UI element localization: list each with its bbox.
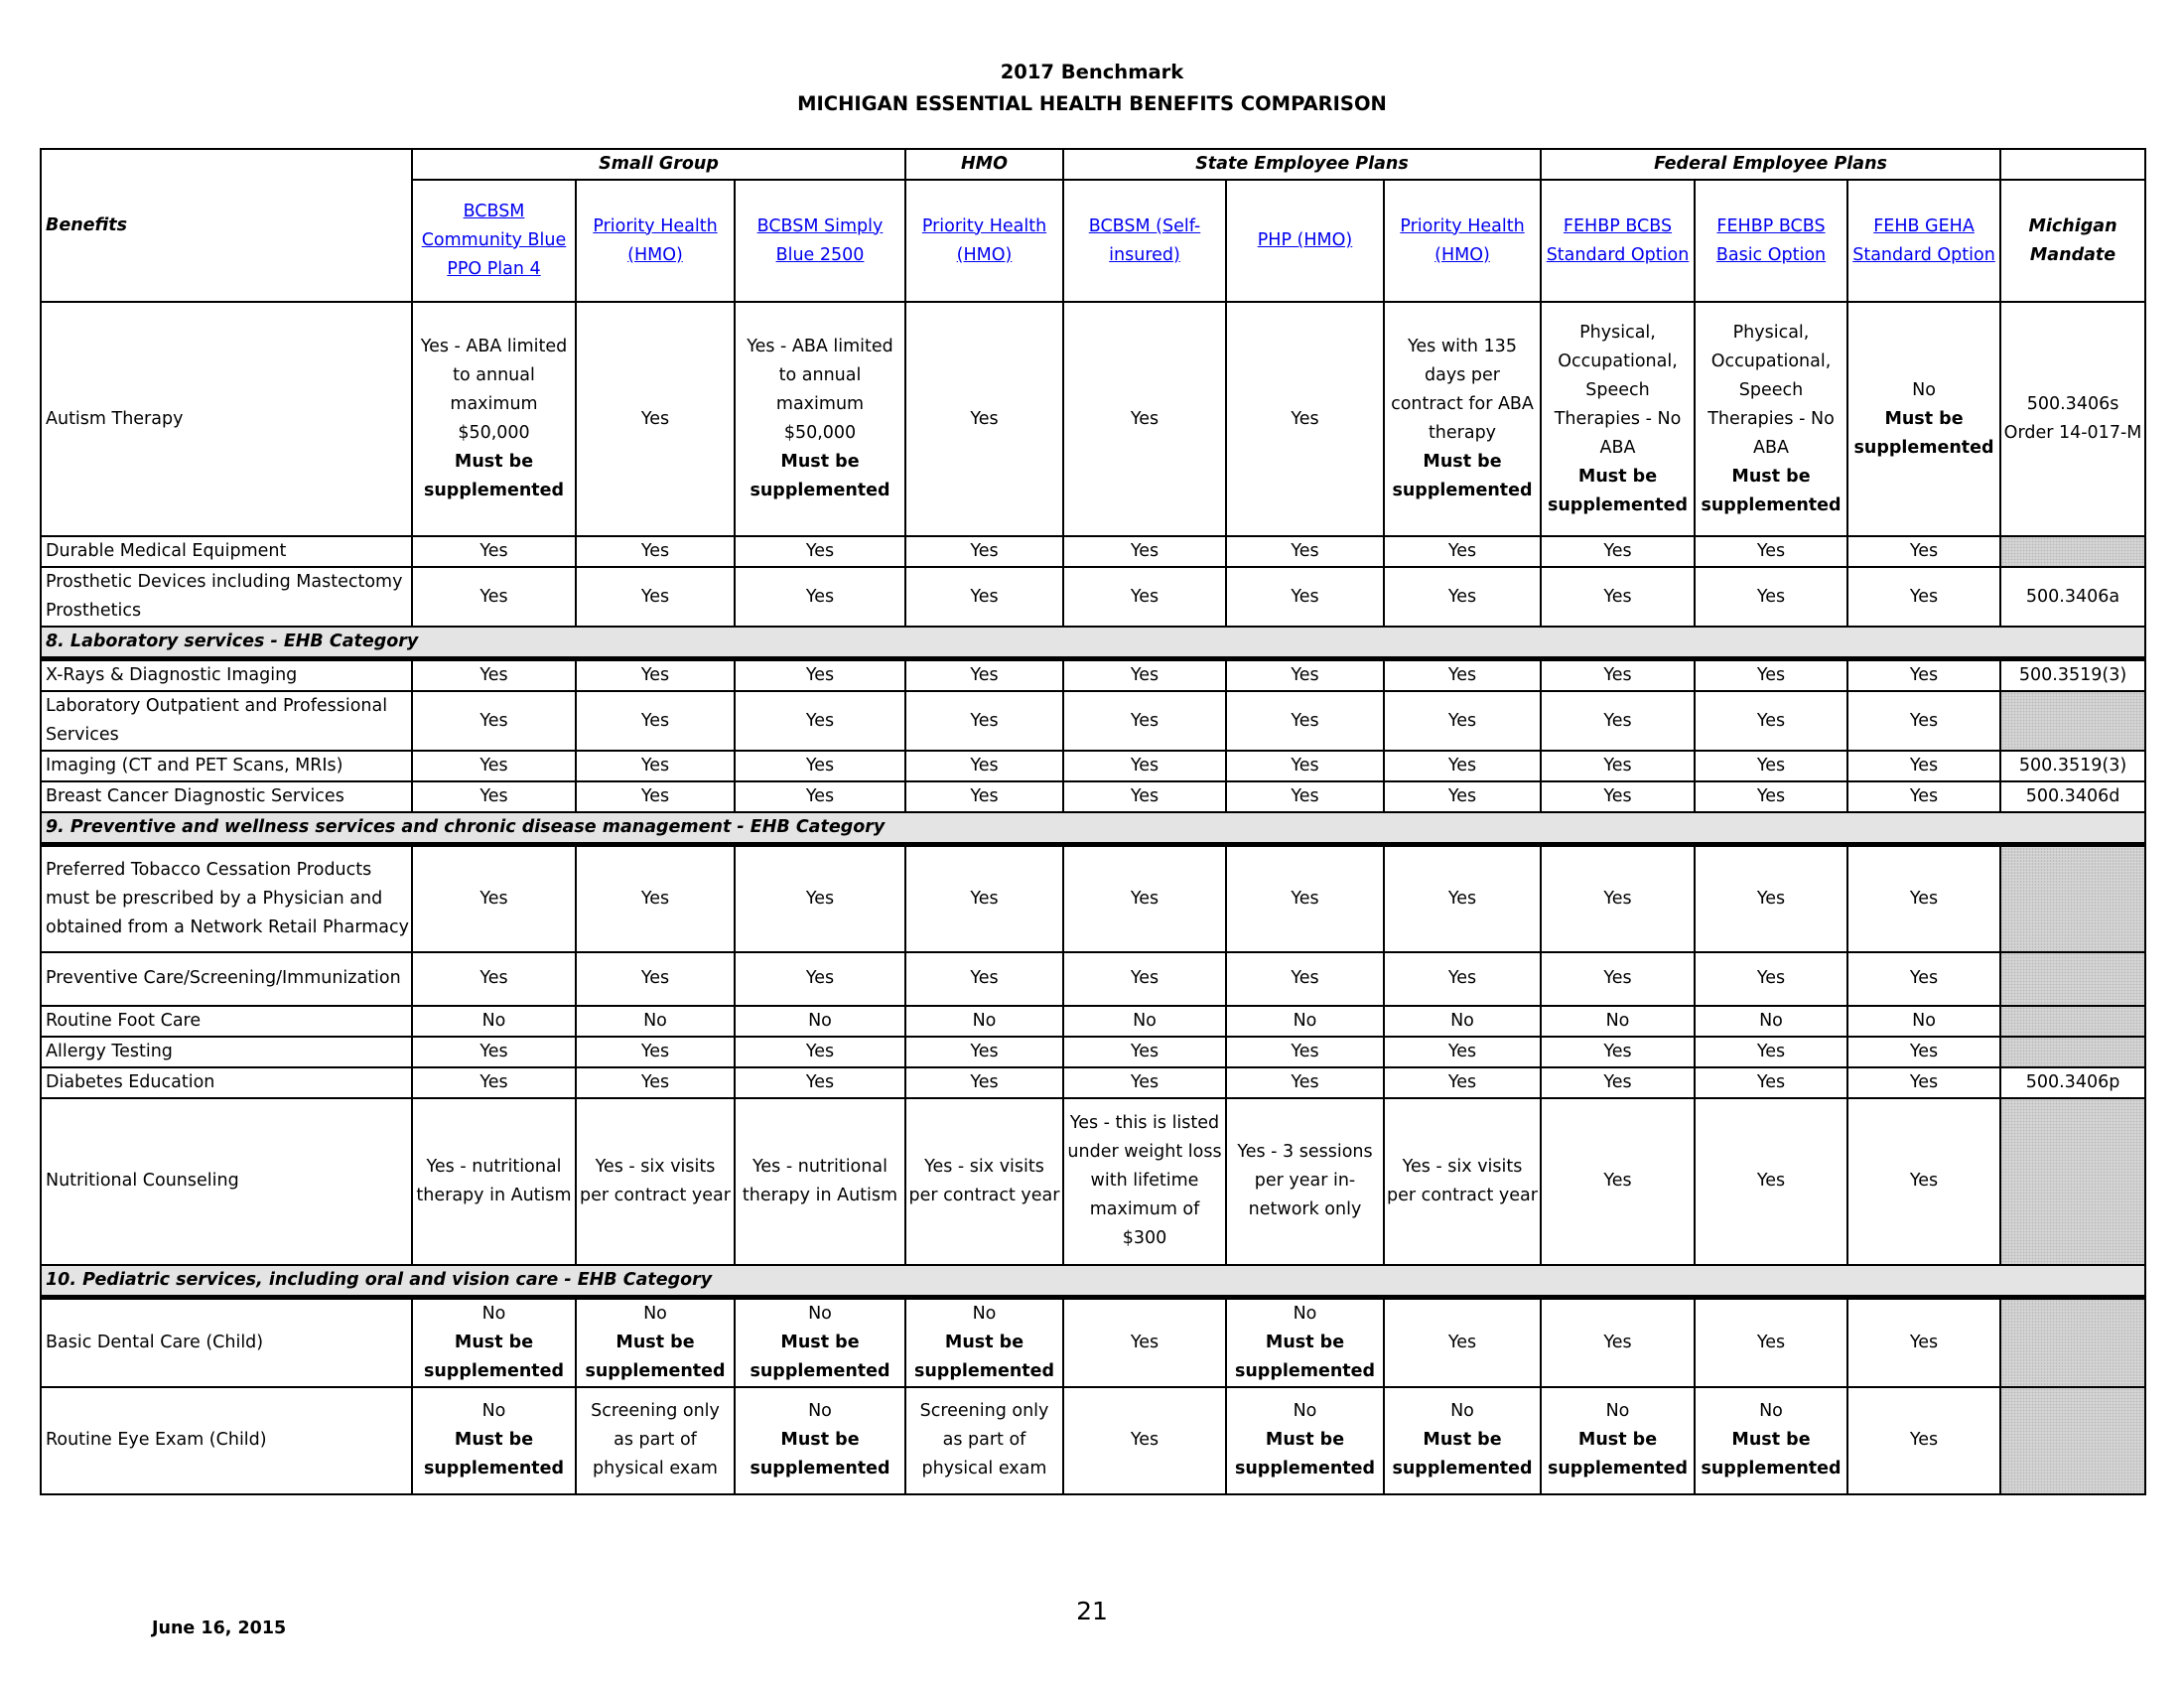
- mandate-cell: [2000, 536, 2145, 567]
- cell-text: No: [1912, 379, 1936, 400]
- table-cell: Yes: [735, 659, 905, 692]
- cell-text: Physical, Occupational, Speech Therapies - No ABA: [1554, 322, 1682, 458]
- plan-link[interactable]: Priority Health (HMO): [593, 215, 718, 265]
- table-cell: No: [412, 1006, 576, 1037]
- table-cell: Yes: [1226, 567, 1384, 627]
- table-cell: Yes: [1695, 691, 1847, 751]
- mandate-cell: [2000, 302, 2145, 536]
- section-header-row: [41, 627, 2145, 659]
- table-cell: [412, 1387, 576, 1494]
- plan-header: [1695, 180, 1847, 302]
- table-cell: [1384, 302, 1541, 536]
- table-cell: Yes: [905, 536, 1063, 567]
- cell-note: Must be supplemented: [1234, 1332, 1376, 1381]
- table-cell: Yes: [1695, 1098, 1847, 1265]
- table-cell: Yes: [735, 567, 905, 627]
- cell-text: No: [1759, 1401, 1783, 1421]
- table-cell: Yes: [905, 781, 1063, 812]
- cell-text: No: [481, 1401, 506, 1421]
- table-cell: Yes: [1063, 1037, 1226, 1067]
- table-row-nutritional-counseling: [41, 1098, 2145, 1265]
- table-cell: Yes: [735, 845, 905, 952]
- table-cell: Yes: [905, 1067, 1063, 1098]
- plan-link[interactable]: BCBSM Simply Blue 2500: [756, 215, 884, 265]
- plan-header: [1226, 180, 1384, 302]
- table-cell: Yes: [905, 845, 1063, 952]
- table-cell: [735, 302, 905, 536]
- table-cell: Yes: [412, 781, 576, 812]
- table-cell: Yes: [1847, 536, 2000, 567]
- table-cell: Yes: [1226, 751, 1384, 781]
- table-cell: Yes: [1847, 659, 2000, 692]
- table-cell: Yes - 3 sessions per year in-network only: [1226, 1098, 1384, 1265]
- section-header-preventive: 9. Preventive and wellness services and chronic disease management - EHB Category: [41, 812, 2145, 845]
- table-row-breast-cancer-diagnostic: [41, 781, 2145, 812]
- table-cell: Yes: [412, 691, 576, 751]
- footer-date: June 16, 2015: [152, 1618, 287, 1638]
- table-cell: Yes: [1384, 536, 1541, 567]
- table-cell: Screening only as part of physical exam: [576, 1387, 735, 1494]
- plan-link[interactable]: FEHB GEHA Standard Option: [1852, 215, 1995, 265]
- table-cell: Yes: [735, 952, 905, 1006]
- benefit-label: X-Rays & Diagnostic Imaging: [41, 659, 412, 692]
- table-cell: Yes: [1847, 952, 2000, 1006]
- table-row-autism-therapy: [41, 302, 2145, 536]
- table-cell: Yes: [1226, 302, 1384, 536]
- table-cell: Yes: [735, 536, 905, 567]
- table-cell: Yes: [1384, 659, 1541, 692]
- table-cell: [412, 1297, 576, 1387]
- document-subtitle: MICHIGAN ESSENTIAL HEALTH BENEFITS COMPARISON: [797, 92, 1387, 115]
- table-cell: [1226, 1387, 1384, 1494]
- table-cell: [735, 1387, 905, 1494]
- cell-note: Must be supplemented: [423, 1332, 565, 1381]
- benefit-label: Routine Eye Exam (Child): [41, 1387, 412, 1494]
- table-row-routine-eye-exam: [41, 1387, 2145, 1494]
- cell-note: Must be supplemented: [1701, 466, 1842, 515]
- cell-note: Must be supplemented: [423, 452, 565, 500]
- table-cell: Yes: [576, 1037, 735, 1067]
- table-cell: Yes: [1847, 781, 2000, 812]
- cell-text: No: [1293, 1401, 1317, 1421]
- table-cell: Screening only as part of physical exam: [905, 1387, 1063, 1494]
- table-cell: No: [1384, 1006, 1541, 1037]
- table-cell: Yes: [412, 1067, 576, 1098]
- table-cell: Yes: [1384, 845, 1541, 952]
- table-cell: Yes: [1384, 567, 1541, 627]
- table-row-durable-medical-equipment: [41, 536, 2145, 567]
- table-cell: Yes: [1384, 1067, 1541, 1098]
- table-cell: Yes: [1541, 691, 1695, 751]
- table-cell: Yes: [1541, 845, 1695, 952]
- plan-header: [1541, 180, 1695, 302]
- mandate-cell: [2000, 1006, 2145, 1037]
- benefit-label: Nutritional Counseling: [41, 1098, 412, 1265]
- benefit-label: Routine Foot Care: [41, 1006, 412, 1037]
- page-number: 21: [1076, 1597, 1108, 1625]
- table-row-preventive-care: [41, 952, 2145, 1006]
- table-cell: Yes: [1541, 1067, 1695, 1098]
- michigan-mandate-header: Michigan Mandate: [2000, 180, 2145, 302]
- group-hmo: HMO: [905, 149, 1063, 180]
- table-cell: Yes: [576, 567, 735, 627]
- table-cell: Yes: [1063, 691, 1226, 751]
- table-cell: Yes: [1541, 781, 1695, 812]
- table-cell: Yes: [1847, 845, 2000, 952]
- group-empty: [2000, 149, 2145, 180]
- table-cell: Yes: [1847, 1037, 2000, 1067]
- cell-text: Yes - ABA limited to annual maximum $50,000: [420, 337, 568, 443]
- table-cell: Yes: [576, 781, 735, 812]
- cell-note: Must be supplemented: [423, 1430, 565, 1478]
- table-cell: Yes: [1541, 536, 1695, 567]
- table-cell: Yes: [1695, 659, 1847, 692]
- table-cell: Yes: [735, 781, 905, 812]
- table-row-allergy-testing: [41, 1037, 2145, 1067]
- table-cell: Yes - this is listed under weight loss with lifetime maximum of $300: [1063, 1098, 1226, 1265]
- table-cell: Yes: [412, 536, 576, 567]
- benefit-label: Allergy Testing: [41, 1037, 412, 1067]
- table-cell: Yes: [1541, 1297, 1695, 1387]
- mandate-cell: 500.3406p: [2000, 1067, 2145, 1098]
- table-cell: [1384, 1387, 1541, 1494]
- table-cell: Yes: [1847, 1067, 2000, 1098]
- table-cell: Yes: [905, 751, 1063, 781]
- table-cell: Yes - six visits per contract year: [1384, 1098, 1541, 1265]
- table-cell: Yes: [1063, 302, 1226, 536]
- table-cell: Yes: [1063, 1387, 1226, 1494]
- plan-header: [735, 180, 905, 302]
- table-cell: Yes: [1847, 691, 2000, 751]
- table-cell: Yes: [1384, 1037, 1541, 1067]
- table-row-imaging: [41, 751, 2145, 781]
- benefit-label: Durable Medical Equipment: [41, 536, 412, 567]
- plan-header: [1063, 180, 1226, 302]
- cell-note: Must be supplemented: [1547, 466, 1689, 515]
- table-cell: No: [735, 1006, 905, 1037]
- table-cell: [1847, 302, 2000, 536]
- table-cell: Yes: [1847, 1387, 2000, 1494]
- section-header-row: [41, 1265, 2145, 1298]
- table-cell: Yes: [1384, 781, 1541, 812]
- table-cell: [1695, 1387, 1847, 1494]
- table-cell: Yes: [1226, 659, 1384, 692]
- table-cell: Yes: [576, 659, 735, 692]
- table-cell: [735, 1297, 905, 1387]
- table-cell: Yes: [412, 751, 576, 781]
- table-cell: Yes - six visits per contract year: [905, 1098, 1063, 1265]
- benefit-label: Diabetes Education: [41, 1067, 412, 1098]
- table-cell: Yes: [1847, 1098, 2000, 1265]
- table-cell: Yes: [1541, 659, 1695, 692]
- table-cell: Yes: [1063, 659, 1226, 692]
- cell-text: Yes with 135 days per contract for ABA therapy: [1391, 337, 1534, 443]
- table-cell: Yes: [905, 1037, 1063, 1067]
- mandate-cell-empty: [2000, 1098, 2145, 1265]
- table-cell: Yes: [1063, 751, 1226, 781]
- table-cell: Yes: [1695, 567, 1847, 627]
- table-cell: Yes: [905, 691, 1063, 751]
- table-cell: [576, 1297, 735, 1387]
- table-row-tobacco-cessation: [41, 845, 2145, 952]
- table-cell: [1541, 302, 1695, 536]
- benefit-label: Preferred Tobacco Cessation Products must be prescribed by a Physician and obtained from a Network Retail Pharmacy: [41, 845, 412, 952]
- table-row-basic-dental-care: [41, 1297, 2145, 1387]
- table-cell: Yes: [1541, 952, 1695, 1006]
- table-cell: Yes: [1695, 1297, 1847, 1387]
- cell-note: Must be supplemented: [750, 452, 890, 500]
- table-cell: Yes: [576, 751, 735, 781]
- plan-header: [412, 180, 576, 302]
- section-header-pediatric: 10. Pediatric services, including oral and vision care - EHB Category: [41, 1265, 2145, 1298]
- cell-text: No: [1605, 1401, 1630, 1421]
- cell-text: No: [808, 1401, 832, 1421]
- table-cell: Yes: [1226, 536, 1384, 567]
- mandate-cell: 500.3406d: [2000, 781, 2145, 812]
- table-cell: Yes: [905, 952, 1063, 1006]
- cell-text: No: [972, 1303, 997, 1324]
- cell-text: Yes - ABA limited to annual maximum $50,000: [747, 337, 893, 443]
- table-cell: Yes: [1063, 567, 1226, 627]
- plan-header: [905, 180, 1063, 302]
- table-cell: Yes - nutritional therapy in Autism: [412, 1098, 576, 1265]
- table-cell: [905, 1297, 1063, 1387]
- table-cell: Yes: [412, 567, 576, 627]
- table-cell: Yes: [1063, 536, 1226, 567]
- table-cell: Yes: [576, 691, 735, 751]
- table-row-prosthetic-devices: [41, 567, 2145, 627]
- table-cell: Yes - nutritional therapy in Autism: [735, 1098, 905, 1265]
- table-cell: Yes: [905, 659, 1063, 692]
- table-cell: Yes: [1226, 952, 1384, 1006]
- benefits-column-header: Benefits: [41, 149, 412, 302]
- mandate-cell: [2000, 845, 2145, 952]
- table-cell: No: [905, 1006, 1063, 1037]
- group-small-group: Small Group: [412, 149, 905, 180]
- table-cell: Yes: [1541, 567, 1695, 627]
- table-cell: Yes: [905, 302, 1063, 536]
- benefit-label: Imaging (CT and PET Scans, MRIs): [41, 751, 412, 781]
- plan-link[interactable]: PHP (HMO): [1257, 230, 1353, 250]
- mandate-cell-empty: [2000, 1387, 2145, 1494]
- table-cell: Yes: [1226, 845, 1384, 952]
- table-cell: Yes: [412, 659, 576, 692]
- table-cell: [1695, 302, 1847, 536]
- mandate-order: Order 14-017-M: [2003, 423, 2142, 443]
- table-cell: No: [1063, 1006, 1226, 1037]
- document-title: 2017 Benchmark: [1000, 61, 1184, 83]
- plan-link[interactable]: FEHBP BCBS Standard Option: [1546, 215, 1690, 265]
- plan-link[interactable]: Priority Health (HMO): [921, 215, 1047, 265]
- table-cell: Yes: [735, 751, 905, 781]
- mandate-code: 500.3406s: [2026, 394, 2119, 414]
- cell-text: No: [481, 1303, 506, 1324]
- table-cell: Yes: [1226, 691, 1384, 751]
- section-header-row: [41, 812, 2145, 845]
- benefit-label: Prosthetic Devices including Mastectomy Prosthetics: [41, 567, 412, 627]
- table-cell: No: [1541, 1006, 1695, 1037]
- cell-text: Physical, Occupational, Speech Therapies - No ABA: [1707, 322, 1835, 458]
- cell-note: Must be supplemented: [750, 1430, 890, 1478]
- plan-link[interactable]: BCBSM (Self-insured): [1088, 215, 1201, 265]
- table-cell: Yes: [1226, 1037, 1384, 1067]
- mandate-cell: [2000, 952, 2145, 1006]
- table-cell: Yes: [735, 1067, 905, 1098]
- table-cell: No: [1847, 1006, 2000, 1037]
- table-cell: Yes: [905, 567, 1063, 627]
- table-cell: [1226, 1297, 1384, 1387]
- cell-note: Must be supplemented: [1853, 408, 1994, 458]
- plan-link[interactable]: FEHBP BCBS Basic Option: [1715, 215, 1827, 265]
- table-cell: Yes: [1384, 952, 1541, 1006]
- cell-note: Must be supplemented: [913, 1332, 1055, 1381]
- mandate-cell: 500.3519(3): [2000, 659, 2145, 692]
- table-cell: Yes: [576, 302, 735, 536]
- cell-text: No: [643, 1303, 667, 1324]
- table-row-laboratory-services: [41, 691, 2145, 751]
- group-state-employee-plans: State Employee Plans: [1063, 149, 1541, 180]
- table-cell: Yes: [1063, 845, 1226, 952]
- table-row-diabetes-education: [41, 1067, 2145, 1098]
- table-cell: Yes: [1063, 781, 1226, 812]
- table-cell: Yes: [1226, 781, 1384, 812]
- table-cell: Yes: [576, 952, 735, 1006]
- table-cell: No: [576, 1006, 735, 1037]
- benefit-label: Autism Therapy: [41, 302, 412, 536]
- table-cell: Yes: [1847, 751, 2000, 781]
- table-cell: Yes: [1695, 751, 1847, 781]
- benefit-label: Laboratory Outpatient and Professional Services: [41, 691, 412, 751]
- table-cell: Yes: [576, 536, 735, 567]
- table-cell: Yes: [1063, 952, 1226, 1006]
- cell-note: Must be supplemented: [1392, 1430, 1533, 1478]
- mandate-cell-empty: [2000, 1297, 2145, 1387]
- table-cell: Yes: [1541, 1037, 1695, 1067]
- table-cell: Yes: [412, 1037, 576, 1067]
- table-cell: Yes: [735, 1037, 905, 1067]
- mandate-cell: [2000, 1037, 2145, 1067]
- table-cell: Yes: [1384, 691, 1541, 751]
- table-cell: Yes: [1541, 751, 1695, 781]
- table-cell: Yes: [1847, 567, 2000, 627]
- cell-note: Must be supplemented: [1547, 1430, 1689, 1478]
- group-federal-employee-plans: Federal Employee Plans: [1541, 149, 2000, 180]
- table-cell: Yes: [1384, 1297, 1541, 1387]
- table-cell: Yes: [1695, 952, 1847, 1006]
- cell-text: No: [1293, 1303, 1317, 1324]
- benefit-label: Preventive Care/Screening/Immunization: [41, 952, 412, 1006]
- table-cell: Yes: [412, 952, 576, 1006]
- cell-note: Must be supplemented: [585, 1332, 726, 1381]
- plan-header: [1384, 180, 1541, 302]
- cell-note: Must be supplemented: [1234, 1430, 1376, 1478]
- mandate-cell: 500.3519(3): [2000, 751, 2145, 781]
- plan-header: [576, 180, 735, 302]
- table-cell: Yes: [1541, 1098, 1695, 1265]
- table-cell: Yes: [1847, 1297, 2000, 1387]
- plan-link[interactable]: Priority Health (HMO): [1400, 215, 1525, 265]
- table-cell: Yes: [1063, 1067, 1226, 1098]
- plan-link[interactable]: BCBSM Community Blue PPO Plan 4: [421, 202, 567, 279]
- mandate-cell: 500.3406a: [2000, 567, 2145, 627]
- group-header-row: [41, 149, 2145, 180]
- table-cell: Yes: [576, 845, 735, 952]
- cell-note: Must be supplemented: [1392, 452, 1533, 500]
- cell-note: Must be supplemented: [1701, 1430, 1842, 1478]
- table-cell: Yes: [1695, 845, 1847, 952]
- table-cell: Yes: [1063, 1297, 1226, 1387]
- table-cell: Yes: [576, 1067, 735, 1098]
- table-cell: Yes: [1695, 1037, 1847, 1067]
- table-cell: Yes: [1695, 536, 1847, 567]
- table-cell: [1541, 1387, 1695, 1494]
- table-cell: No: [1226, 1006, 1384, 1037]
- table-cell: No: [1695, 1006, 1847, 1037]
- benefits-comparison-table: [40, 148, 2144, 1495]
- table-cell: Yes: [1384, 751, 1541, 781]
- table-cell: Yes: [412, 845, 576, 952]
- table-cell: Yes: [1695, 781, 1847, 812]
- section-header-laboratory: 8. Laboratory services - EHB Category: [41, 627, 2145, 659]
- table-cell: Yes: [1695, 1067, 1847, 1098]
- benefit-label: Basic Dental Care (Child): [41, 1297, 412, 1387]
- cell-text: No: [1450, 1401, 1474, 1421]
- table-row-xrays: [41, 659, 2145, 692]
- mandate-cell: [2000, 691, 2145, 751]
- benefit-label: Breast Cancer Diagnostic Services: [41, 781, 412, 812]
- table-cell: Yes - six visits per contract year: [576, 1098, 735, 1265]
- table-row-routine-foot-care: [41, 1006, 2145, 1037]
- cell-text: No: [808, 1303, 832, 1324]
- plan-header: [1847, 180, 2000, 302]
- table-cell: Yes: [1226, 1067, 1384, 1098]
- table-cell: Yes: [735, 691, 905, 751]
- table-cell: [412, 302, 576, 536]
- cell-note: Must be supplemented: [750, 1332, 890, 1381]
